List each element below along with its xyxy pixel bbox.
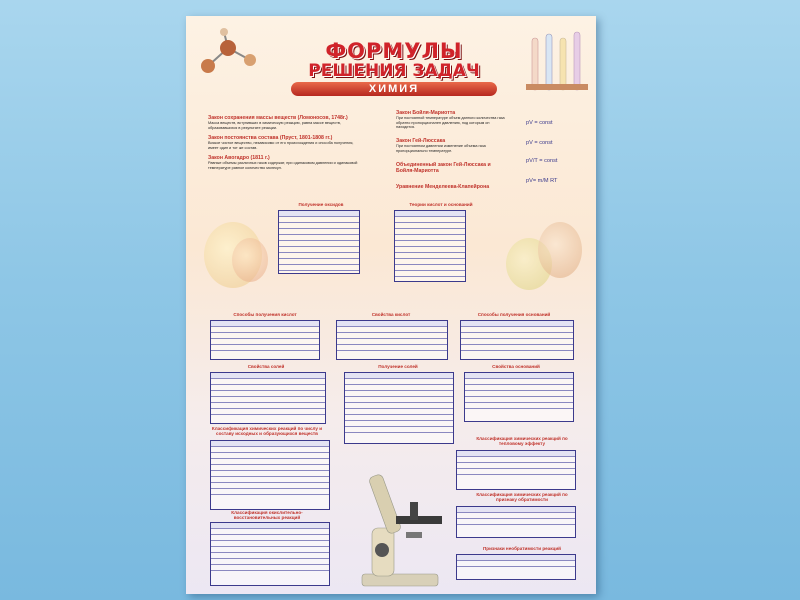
flask-illustration (232, 238, 268, 282)
table-salt-properties (210, 372, 326, 424)
formula-gay-lussac: pV = const (526, 140, 553, 146)
table-base-methods (460, 320, 574, 360)
title-line-2: РЕШЕНИЯ ЗАДАЧ (308, 61, 480, 81)
law-text-constant-composition: Всякое чистое вещество, независимо от его происхождения и способа получения, имеет один и тот же состав. (208, 141, 354, 150)
section-title-base-properties: Свойства оснований (492, 364, 540, 369)
law-title-combined-gas-law: Объединенный закон Гей-Люссака и Бойля-Мариотта (396, 162, 491, 174)
section-title-salt-properties: Свойства солей (247, 364, 285, 369)
poster-title-block (278, 39, 510, 95)
section-title-acid-methods: Способы получения кислот (233, 312, 297, 317)
law-text-gay-lussac: При постоянном давлении изменение объема газа пропорционально температуре. (396, 144, 486, 153)
table-acid-properties (336, 320, 448, 360)
table-base-properties (464, 372, 574, 422)
table-oxides (278, 210, 360, 274)
section-title-irreversibility-signs: Признаки необратимости реакций (482, 546, 562, 551)
section-title-base-methods: Способы получения оснований (477, 312, 551, 317)
section-title-redox-classification: Классификация окислительно-восстановительных реакций (231, 510, 303, 520)
law-title-mass-conservation: Закон сохранения массы веществ (Ломоносов, 1748г.) (208, 115, 348, 121)
formula-boyle-mariotte: pV = const (526, 120, 553, 126)
section-title-thermal-classification: Классификация химических реакций по тепловому эффекту (476, 436, 568, 446)
table-thermal-classification (456, 450, 576, 490)
table-irreversibility-signs (456, 554, 576, 580)
table-reaction-classification (210, 440, 330, 510)
flask-illustration (538, 222, 582, 278)
law-title-gay-lussac: Закон Гей-Люссака (396, 138, 446, 144)
section-title-oxides: Получение оксидов (298, 202, 344, 207)
subject-ribbon: ХИМИЯ (291, 82, 497, 96)
law-text-mass-conservation: Масса веществ, вступивших в химическую реакцию, равна массе веществ, образовавшихся в результате реакции. (208, 121, 341, 130)
formula-mendeleev-clapeyron: pV= m/M RT (526, 178, 558, 184)
table-reversibility-classification (456, 506, 576, 538)
law-title-mendeleev-clapeyron: Уравнение Менделеева-Клапейрона (396, 184, 490, 190)
section-title-acid-properties: Свойства кислот (371, 312, 411, 317)
law-text-boyle-mariotte: При постоянной температуре объем данного количества газа обратно пропорционален давлению, под которым он находится. (396, 116, 505, 130)
title-line-1: ФОРМУЛЫ (325, 39, 463, 63)
section-title-acid-base-theory: Теории кислот и оснований (409, 202, 473, 207)
molecule-illustration (194, 26, 264, 86)
section-title-salt-methods: Получение солей (378, 364, 418, 369)
microscope-illustration (352, 458, 448, 590)
table-acid-methods (210, 320, 320, 360)
section-title-reversibility-classification: Классификация химических реакций по признаку обратимости (476, 492, 568, 502)
law-title-constant-composition: Закон постоянства состава (Пруст, 1801-1808 гг.) (208, 135, 333, 141)
table-redox-classification (210, 522, 330, 586)
formula-combined-gas-law: pV/T = const (526, 158, 558, 164)
law-title-avogadro: Закон Авогадро (1811 г.) (208, 155, 270, 161)
law-title-boyle-mariotte: Закон Бойля-Мариотта (396, 110, 456, 116)
section-title-reaction-classification: Классификация химических реакций по числу и составу исходных и образующихся веществ (211, 426, 323, 436)
test-tubes-illustration (526, 28, 594, 98)
table-acid-base-theory (394, 210, 466, 282)
law-text-avogadro: Равные объемы различных газов содержат, при одинаковом давлении и одинаковой температуре равное количество молекул. (208, 161, 358, 170)
chemistry-poster (186, 16, 596, 594)
table-salt-methods (344, 372, 454, 444)
